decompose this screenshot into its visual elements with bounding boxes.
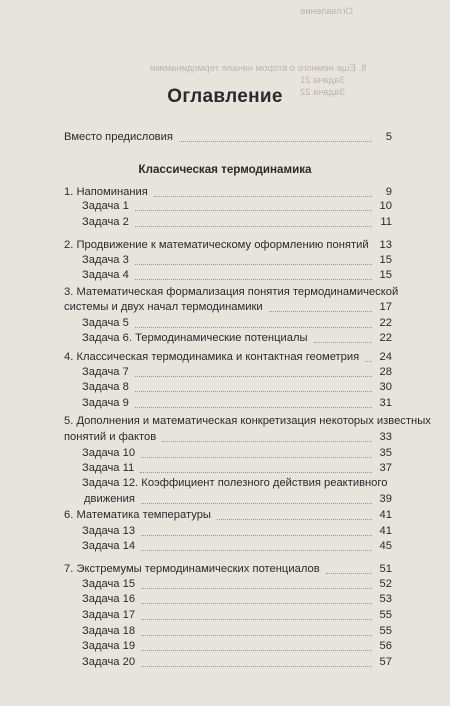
leader-dots	[135, 327, 372, 328]
toc-chapter-5-page: 33	[379, 431, 392, 443]
leader-dots	[135, 391, 372, 392]
toc-chapter-4	[0, 350, 450, 365]
toc-chapter-7-label: 7. Экстремумы термодинамических потенциалов	[64, 563, 320, 575]
toc-task-label: Задача 7	[82, 366, 129, 378]
leader-dots	[141, 603, 372, 604]
leader-dots	[141, 635, 372, 636]
toc-chapter-7-page: 51	[379, 563, 392, 575]
toc-task	[0, 215, 450, 230]
toc-chapter-6	[0, 508, 450, 523]
leader-dots	[135, 226, 372, 227]
toc-task-label: Задача 11	[82, 462, 135, 474]
toc-task-page: 10	[379, 200, 392, 212]
toc-task	[0, 524, 450, 539]
toc-chapter-2-label: 2. Продвижение к математическому оформлению понятий	[64, 239, 369, 251]
toc-task	[0, 396, 450, 411]
toc-task-label: Задача 13	[82, 525, 136, 537]
leader-dots	[141, 550, 372, 551]
leader-dots	[141, 650, 372, 651]
toc-chapter-4-label: 4. Классическая термодинамика и контактная геометрия	[64, 351, 360, 363]
leader-dots	[269, 311, 372, 312]
toc-task	[0, 253, 450, 268]
leader-dots	[140, 472, 372, 473]
toc-task	[0, 316, 450, 331]
leader-dots	[217, 519, 372, 520]
toc-chapter-3	[0, 300, 450, 315]
toc-task	[0, 331, 450, 346]
toc-task	[0, 592, 450, 607]
task-heading-line: Задача 12. Коэффициент полезного действия реактивного	[82, 477, 388, 489]
toc-chapter-2-page: 13	[379, 239, 392, 251]
toc-task-label: Задача 20	[82, 656, 136, 668]
toc-task-label: Задача 5	[82, 317, 129, 329]
leader-dots	[141, 535, 372, 536]
toc-task-label: движения	[84, 493, 135, 505]
toc-task-label: Задача 9	[82, 397, 129, 409]
leader-dots	[141, 666, 372, 667]
toc-task-page: 11	[380, 216, 392, 228]
toc-task	[0, 639, 450, 654]
leader-dots	[179, 141, 372, 142]
leader-dots	[135, 376, 372, 377]
leader-dots	[162, 441, 372, 442]
chapter-heading-line: 5. Дополнения и математическая конкретизация некоторых известных	[64, 415, 431, 427]
toc-task-page: 15	[379, 254, 392, 266]
toc-chapter-4-page: 24	[379, 351, 392, 363]
leader-dots	[141, 619, 372, 620]
toc-task-label: Задача 18	[82, 625, 136, 637]
toc-task-label: Задача 8	[82, 381, 129, 393]
toc-task	[0, 577, 450, 592]
leader-dots	[135, 279, 372, 280]
toc-task-page: 22	[379, 332, 392, 344]
toc-task	[0, 446, 450, 461]
toc-task-page: 28	[379, 366, 392, 378]
toc-task-page: 15	[379, 269, 392, 281]
toc-chapter-7	[0, 562, 450, 577]
section-heading: Классическая термодинамика	[138, 163, 312, 176]
toc-task-page: 22	[379, 317, 392, 329]
toc-task	[0, 380, 450, 395]
toc-task-label: Задача 15	[82, 578, 136, 590]
toc-task-page: 52	[379, 578, 392, 590]
toc-chapter-1-label: 1. Напоминания	[64, 186, 148, 198]
toc-chapter-6-label: 6. Математика температуры	[64, 509, 211, 521]
toc-task-page: 30	[379, 381, 392, 393]
bleed-line: Оглавление	[300, 6, 353, 17]
toc-task	[0, 199, 450, 214]
chapter-heading-line: 3. Математическая формализация понятия термодинамической	[64, 286, 399, 298]
toc-task-label: Задача 10	[82, 447, 136, 459]
toc-task-label: Задача 17	[82, 609, 136, 621]
toc-task-label: Задача 14	[82, 540, 136, 552]
toc-task-page: 41	[379, 525, 392, 537]
toc-task	[0, 492, 450, 507]
toc-chapter-5-label: понятий и фактов	[64, 431, 157, 443]
toc-task-page: 56	[379, 640, 392, 652]
toc-task	[0, 268, 450, 283]
leader-dots	[141, 457, 372, 458]
toc-task-page: 35	[379, 447, 392, 459]
toc-task-page: 53	[379, 593, 392, 605]
toc-task-page: 55	[379, 609, 392, 621]
toc-chapter-6-page: 41	[379, 509, 392, 521]
leader-dots	[141, 503, 372, 504]
toc-task-page: 39	[379, 493, 392, 505]
toc-task	[0, 539, 450, 554]
toc-task-label: Задача 4	[82, 269, 129, 281]
toc-chapter-3-label: системы и двух начал термодинамики	[64, 301, 263, 313]
toc-task-label: Задача 3	[82, 254, 129, 266]
toc-task-page: 57	[379, 656, 392, 668]
toc-task	[0, 365, 450, 380]
leader-dots	[154, 196, 372, 197]
toc-task-page: 31	[379, 397, 392, 409]
toc-task-label: Задача 1	[82, 200, 129, 212]
toc-task-label: Задача 19	[82, 640, 136, 652]
leader-dots	[365, 361, 372, 362]
toc-task-page: 55	[379, 625, 392, 637]
toc-chapter-2	[0, 238, 450, 253]
leader-dots	[314, 342, 372, 343]
bleed-line: Задача 22	[300, 87, 346, 98]
toc-entry-preface-label: Вместо предисловия	[64, 131, 173, 143]
leader-dots	[135, 210, 372, 211]
toc-task-page: 37	[379, 462, 392, 474]
toc-task-label: Задача 2	[82, 216, 129, 228]
page-title: Оглавление	[167, 86, 283, 107]
toc-entry-preface-page: 5	[385, 131, 392, 143]
leader-dots	[135, 264, 372, 265]
toc-chapter-1	[0, 185, 450, 200]
toc-task-page: 45	[379, 540, 392, 552]
toc-task	[0, 655, 450, 670]
toc-chapter-3-page: 17	[379, 301, 392, 313]
leader-dots	[326, 573, 372, 574]
toc-chapter-5	[0, 430, 450, 445]
toc-task	[0, 624, 450, 639]
toc-chapter-1-page: 9	[385, 186, 392, 198]
bleed-line: 8. Еще немного о втором начале термодинамики	[150, 63, 367, 74]
toc-task	[0, 461, 450, 476]
toc-task	[0, 608, 450, 623]
toc-entry-preface	[0, 130, 450, 145]
bleed-line: Задача 21	[300, 75, 346, 86]
toc-task-label: Задача 16	[82, 593, 136, 605]
leader-dots	[135, 407, 372, 408]
leader-dots	[141, 588, 372, 589]
toc-task-label: Задача 6. Термодинамические потенциалы	[82, 332, 308, 344]
